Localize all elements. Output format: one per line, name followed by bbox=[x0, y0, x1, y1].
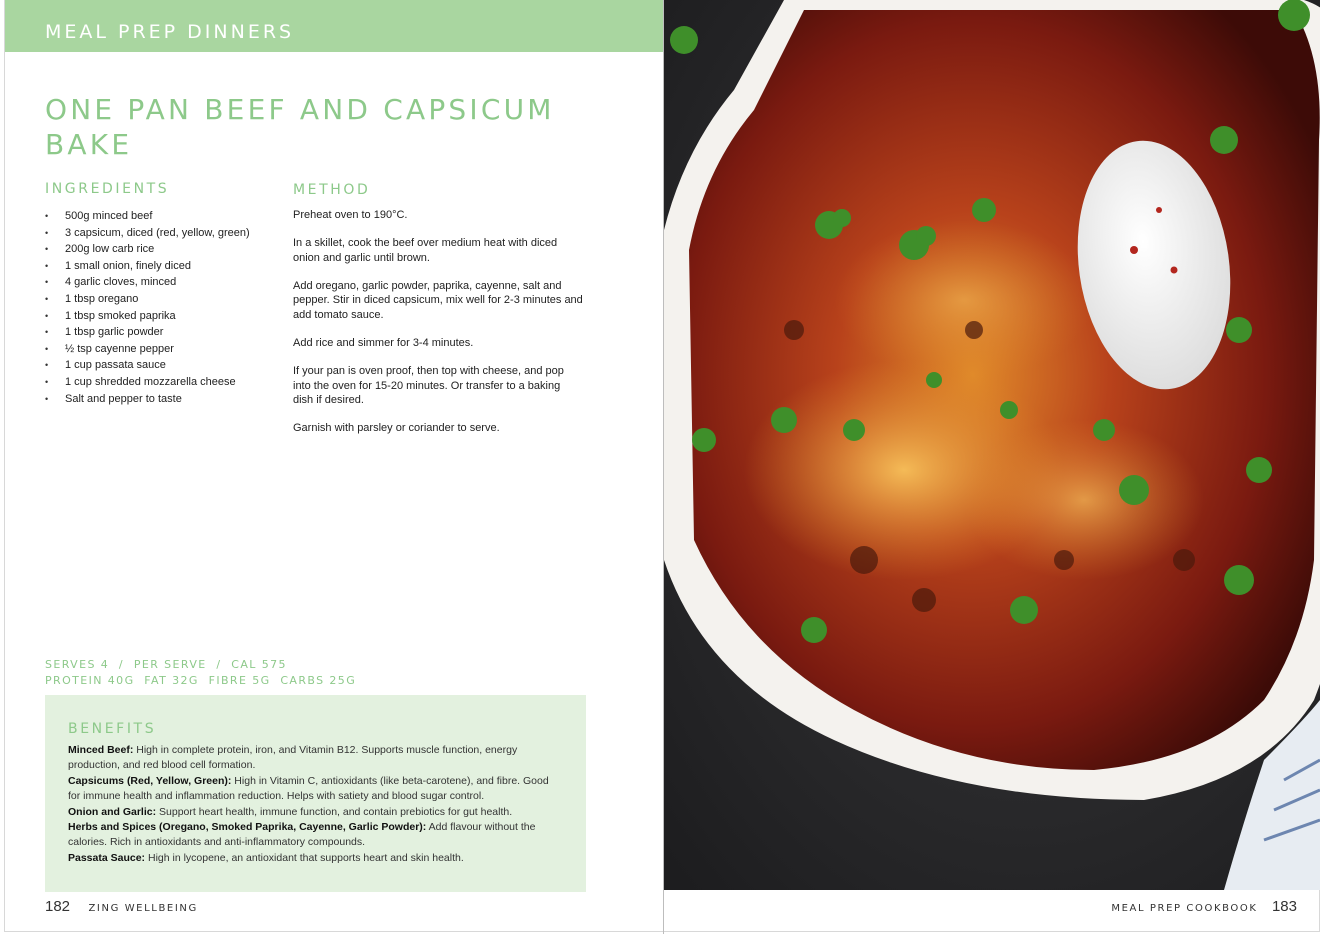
left-page bbox=[4, 0, 663, 932]
benefit-text: High in lycopene, an antioxidant that supports heart and skin health. bbox=[145, 851, 464, 864]
method-step: Garnish with parsley or coriander to serve. bbox=[293, 422, 500, 435]
melted-cheese bbox=[964, 420, 1204, 580]
nutrition-serves-line: SERVES 4 / PER SERVE / CAL 575 bbox=[45, 658, 287, 671]
method-step: If your pan is oven proof, then top with cheese, and pop into the oven for 15-20 minutes. Or transfer to a baking dish if desired. bbox=[293, 365, 564, 407]
method-step: In a skillet, cook the beef over medium heat with diced onion and garlic until brown. bbox=[293, 237, 558, 264]
ingredient-item: • 3 capsicum, diced (red, yellow, green) bbox=[45, 225, 275, 242]
melted-cheese bbox=[834, 220, 1094, 380]
benefit-name: Herbs and Spices (Oregano, Smoked Paprika, Cayenne, Garlic Powder): bbox=[68, 821, 427, 834]
benefit-text: High in complete protein, iron, and Vitamin B12. Supports muscle function, energy production, and red blood cell formation. bbox=[68, 744, 518, 772]
benefit-name: Passata Sauce: bbox=[68, 851, 146, 864]
chilli-flake bbox=[1130, 246, 1138, 254]
nutrition-info bbox=[45, 657, 356, 689]
right-footer-label: MEAL PREP COOKBOOK bbox=[1111, 903, 1258, 914]
ingredient-item: • Salt and pepper to taste bbox=[45, 391, 275, 408]
ingredient-item: • 1 tbsp smoked paprika bbox=[45, 308, 275, 325]
ingredient-item: • 1 small onion, finely diced bbox=[45, 258, 275, 275]
section-title: MEAL PREP DINNERS bbox=[45, 21, 295, 43]
method-heading: METHOD bbox=[293, 182, 371, 198]
benefit-item bbox=[68, 743, 563, 774]
benefit-text: Support heart health, immune function, and contain prebiotics for gut health. bbox=[156, 805, 513, 818]
beef-bake-photo-illustration bbox=[664, 0, 1320, 890]
benefit-name: Minced Beef: bbox=[68, 744, 134, 756]
benefit-name: Capsicums (Red, Yellow, Green): bbox=[68, 774, 232, 787]
ingredients-list bbox=[45, 208, 275, 407]
ingredient-item: • 4 garlic cloves, minced bbox=[45, 274, 275, 291]
benefit-name: Onion and Garlic: bbox=[68, 805, 157, 818]
method-step: Preheat oven to 190°C. bbox=[293, 209, 408, 221]
ingredient-item: • 1 cup shredded mozzarella cheese bbox=[45, 374, 275, 391]
right-page bbox=[664, 0, 1320, 932]
ingredient-item: • 200g low carb rice bbox=[45, 241, 275, 258]
chilli-flake bbox=[1156, 207, 1162, 213]
benefit-item bbox=[68, 805, 563, 820]
benefit-item bbox=[68, 820, 563, 851]
ingredient-item: • 1 tbsp oregano bbox=[45, 291, 275, 308]
right-footer bbox=[1111, 898, 1297, 916]
section-header-band bbox=[5, 0, 664, 52]
method-step: Add oregano, garlic powder, paprika, cayenne, salt and pepper. Stir in diced capsicum, mix well for 2-3 minutes and add tomato sauce. bbox=[293, 279, 583, 321]
ingredient-item: • 1 cup passata sauce bbox=[45, 357, 275, 374]
left-footer bbox=[45, 898, 198, 916]
benefit-item bbox=[68, 851, 563, 866]
benefit-item bbox=[68, 774, 563, 805]
recipe-title: ONE PAN BEEF AND CAPSICUM BAKE bbox=[45, 93, 555, 161]
ingredient-item: • ½ tsp cayenne pepper bbox=[45, 341, 275, 358]
method-steps bbox=[293, 208, 583, 450]
ingredient-item: • 500g minced beef bbox=[45, 208, 275, 225]
benefits-heading: BENEFITS bbox=[68, 721, 157, 737]
benefits-box bbox=[45, 695, 586, 892]
method-step: Add rice and simmer for 3-4 minutes. bbox=[293, 337, 474, 350]
ingredient-item: • 1 tbsp garlic powder bbox=[45, 324, 275, 341]
ingredients-heading: INGREDIENTS bbox=[45, 181, 170, 197]
nutrition-macros-line: PROTEIN 40G FAT 32G FIBRE 5G CARBS 25G bbox=[45, 674, 357, 687]
left-page-number: 182 bbox=[45, 898, 71, 915]
benefit-text: High in Vitamin C, antioxidants (like beta-carotene), and fibre. Good for immune health and inflammation reduction. Helps with satiety and blood sugar control. bbox=[68, 774, 549, 803]
right-page-number: 183 bbox=[1271, 898, 1297, 915]
left-footer-label: ZING WELLBEING bbox=[88, 903, 198, 914]
food-photo bbox=[664, 0, 1320, 890]
benefit-text: Add flavour without the calories. Rich in antioxidants and anti-inflammatory compounds. bbox=[68, 821, 536, 849]
chilli-flake bbox=[1171, 267, 1178, 274]
